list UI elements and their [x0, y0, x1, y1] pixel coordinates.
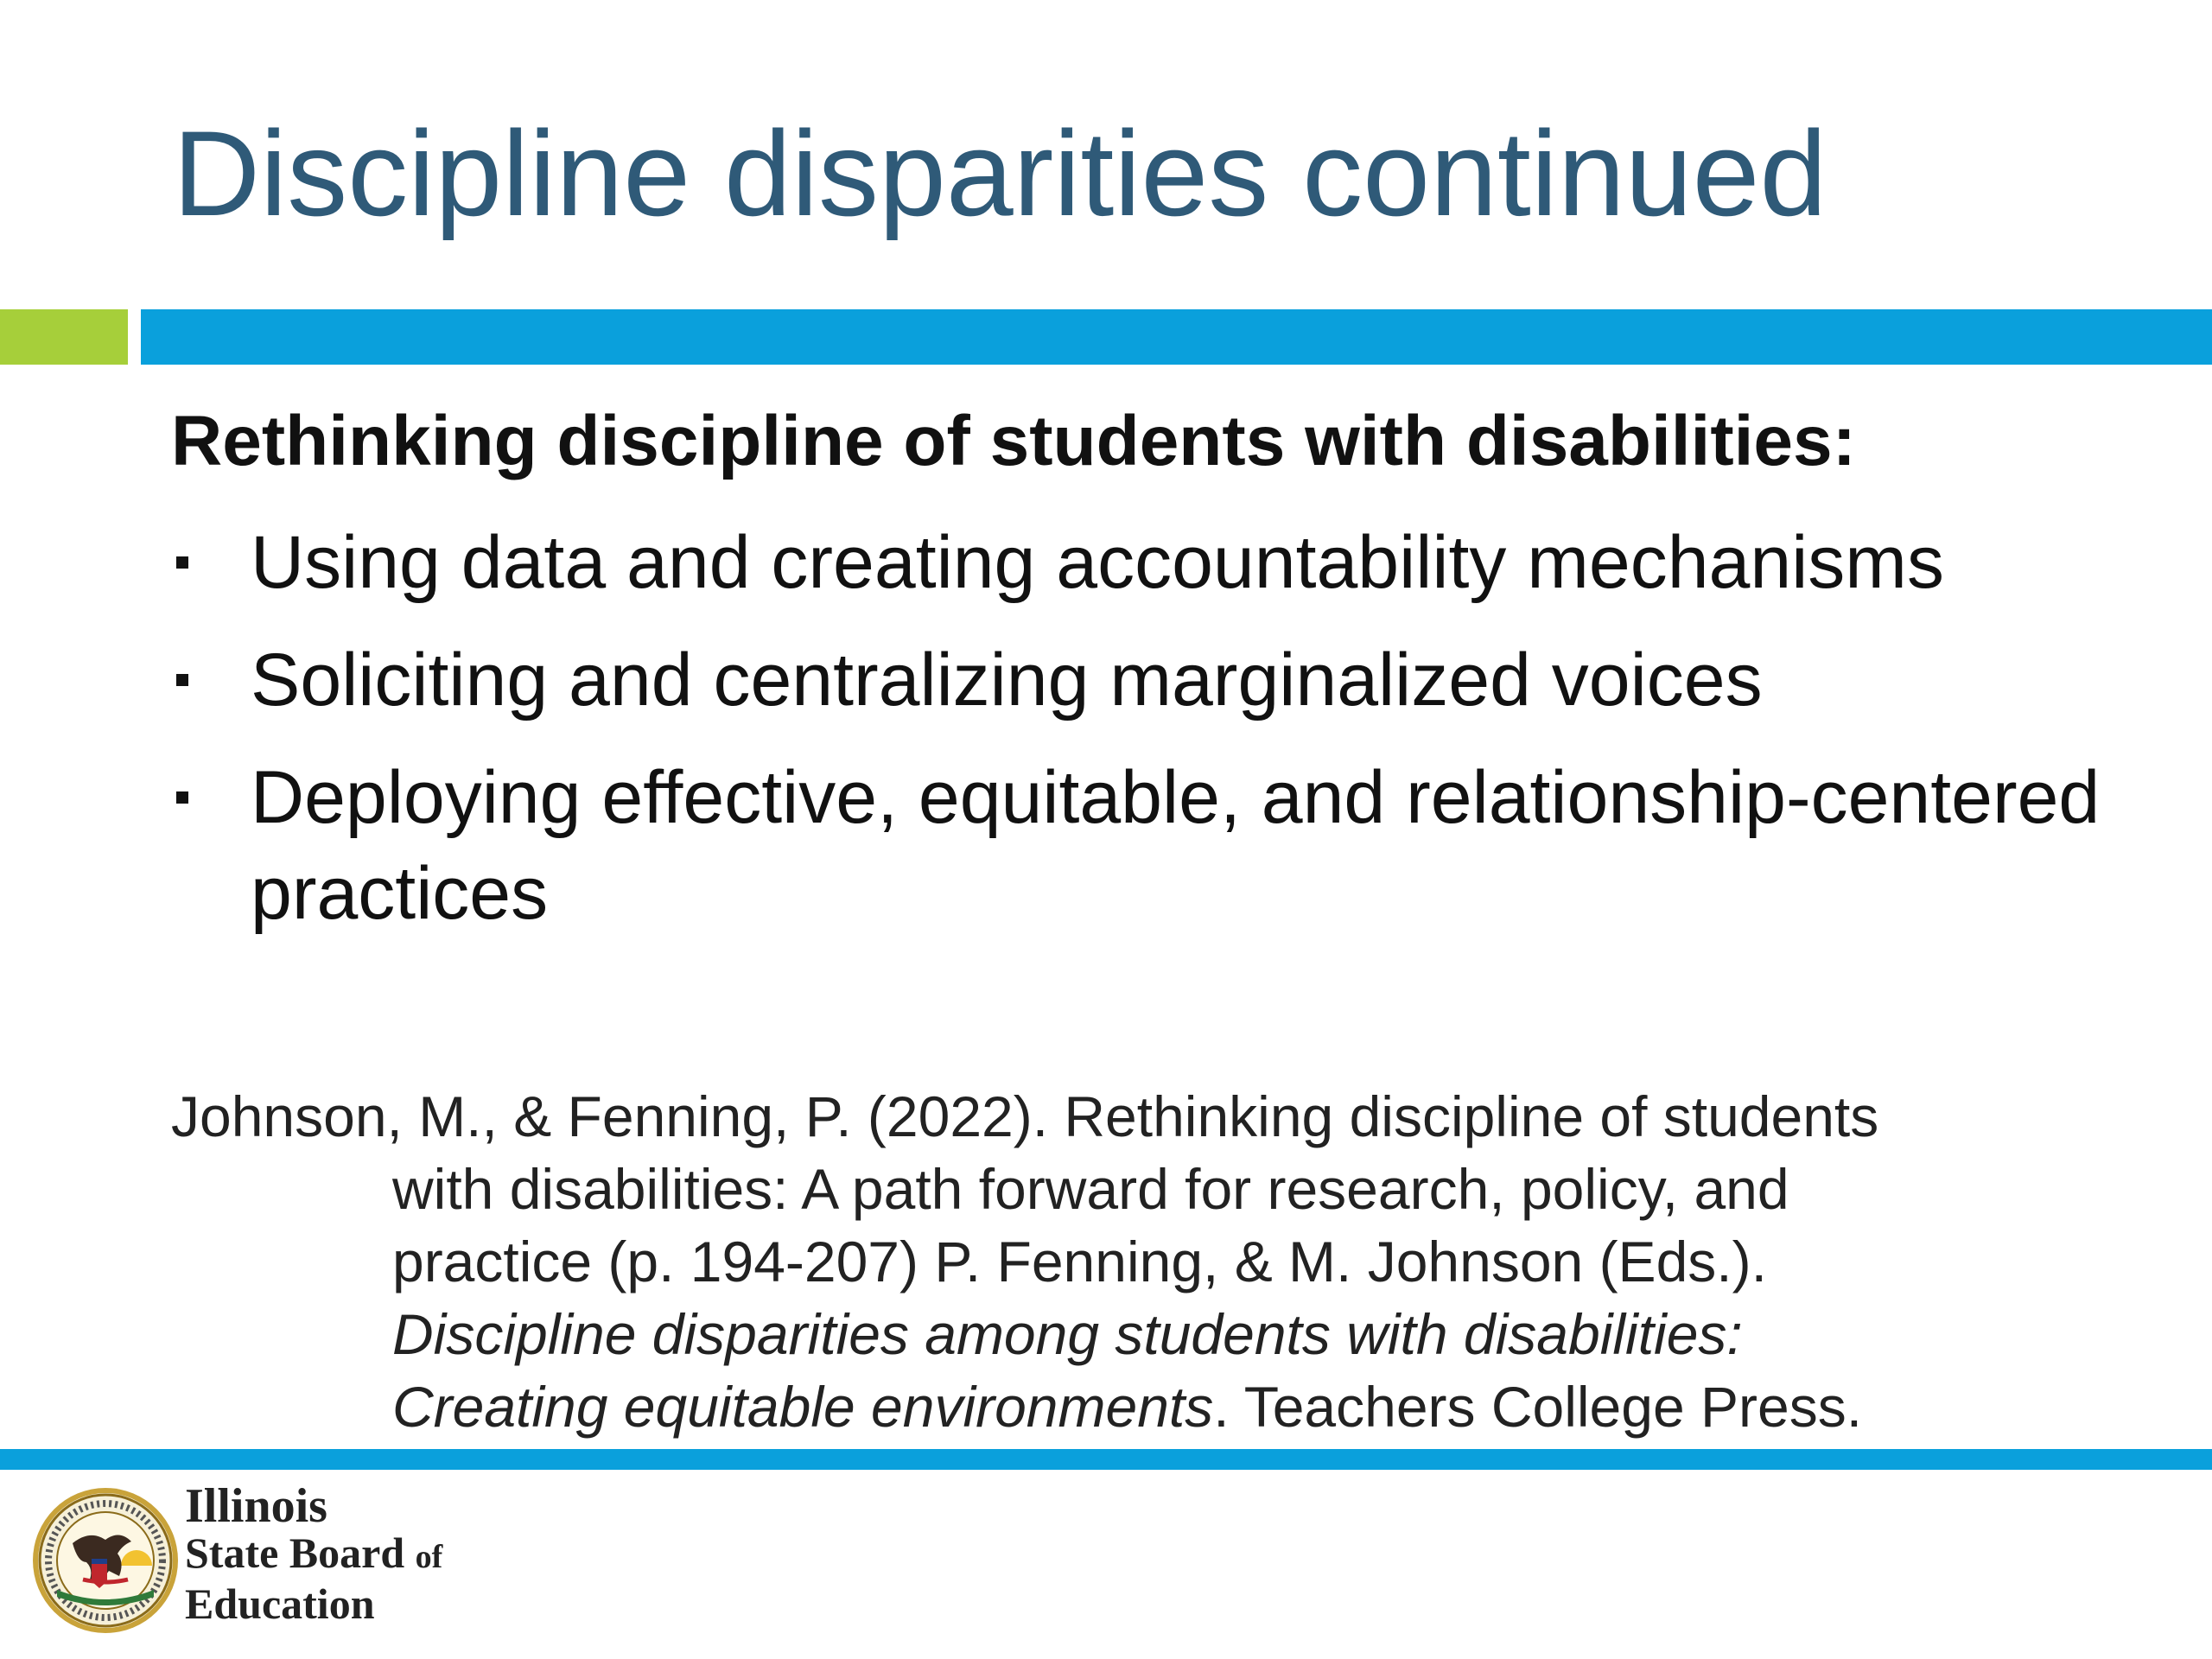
- bullet-item: [171, 515, 2158, 611]
- citation-line: practice (p. 194-207) P. Fenning, & M. Johnson (Eds.).: [392, 1230, 1767, 1294]
- logo-line-text: State Board: [185, 1529, 405, 1577]
- citation-book-title: Discipline disparities among students with disabilities:: [392, 1302, 1743, 1366]
- citation-line: with disabilities: A path forward for research, policy, and: [392, 1157, 1789, 1221]
- footer-bar: [0, 1449, 2212, 1470]
- citation-line: Johnson, M., & Fenning, P. (2022). Rethinking discipline of students: [171, 1084, 1879, 1148]
- logo-wordmark: [185, 1479, 443, 1628]
- logo-line: Illinois: [185, 1479, 327, 1533]
- bullet-list: [171, 515, 2158, 963]
- citation: [171, 1080, 2124, 1443]
- logo-line-small: of: [415, 1539, 443, 1575]
- isbe-logo: [26, 1479, 475, 1643]
- bullet-text: Using data and creating accountability mechanisms: [251, 521, 1944, 604]
- citation-publisher: . Teachers College Press.: [1213, 1375, 1863, 1439]
- citation-line: [171, 1370, 2124, 1443]
- bullet-item: [171, 632, 2158, 728]
- citation-book-subtitle: Creating equitable environments: [392, 1375, 1214, 1439]
- square-bullet-icon: [176, 791, 188, 804]
- square-bullet-icon: [176, 556, 188, 569]
- slide-subheading: Rethinking discipline of students with disabilities:: [171, 402, 1856, 480]
- illinois-state-seal-icon: [31, 1486, 180, 1635]
- square-bullet-icon: [176, 674, 188, 686]
- logo-line: [185, 1529, 442, 1580]
- slide-title: Discipline disparities continued: [173, 105, 1827, 241]
- bullet-item: [171, 750, 2158, 942]
- bullet-text: Soliciting and centralizing marginalized voices: [251, 639, 1763, 721]
- accent-bar-blue: [141, 309, 2212, 365]
- bullet-text: Deploying effective, equitable, and relationship-centered practices: [251, 756, 2101, 935]
- accent-bar-green: [0, 309, 128, 365]
- logo-line: Education: [185, 1580, 375, 1628]
